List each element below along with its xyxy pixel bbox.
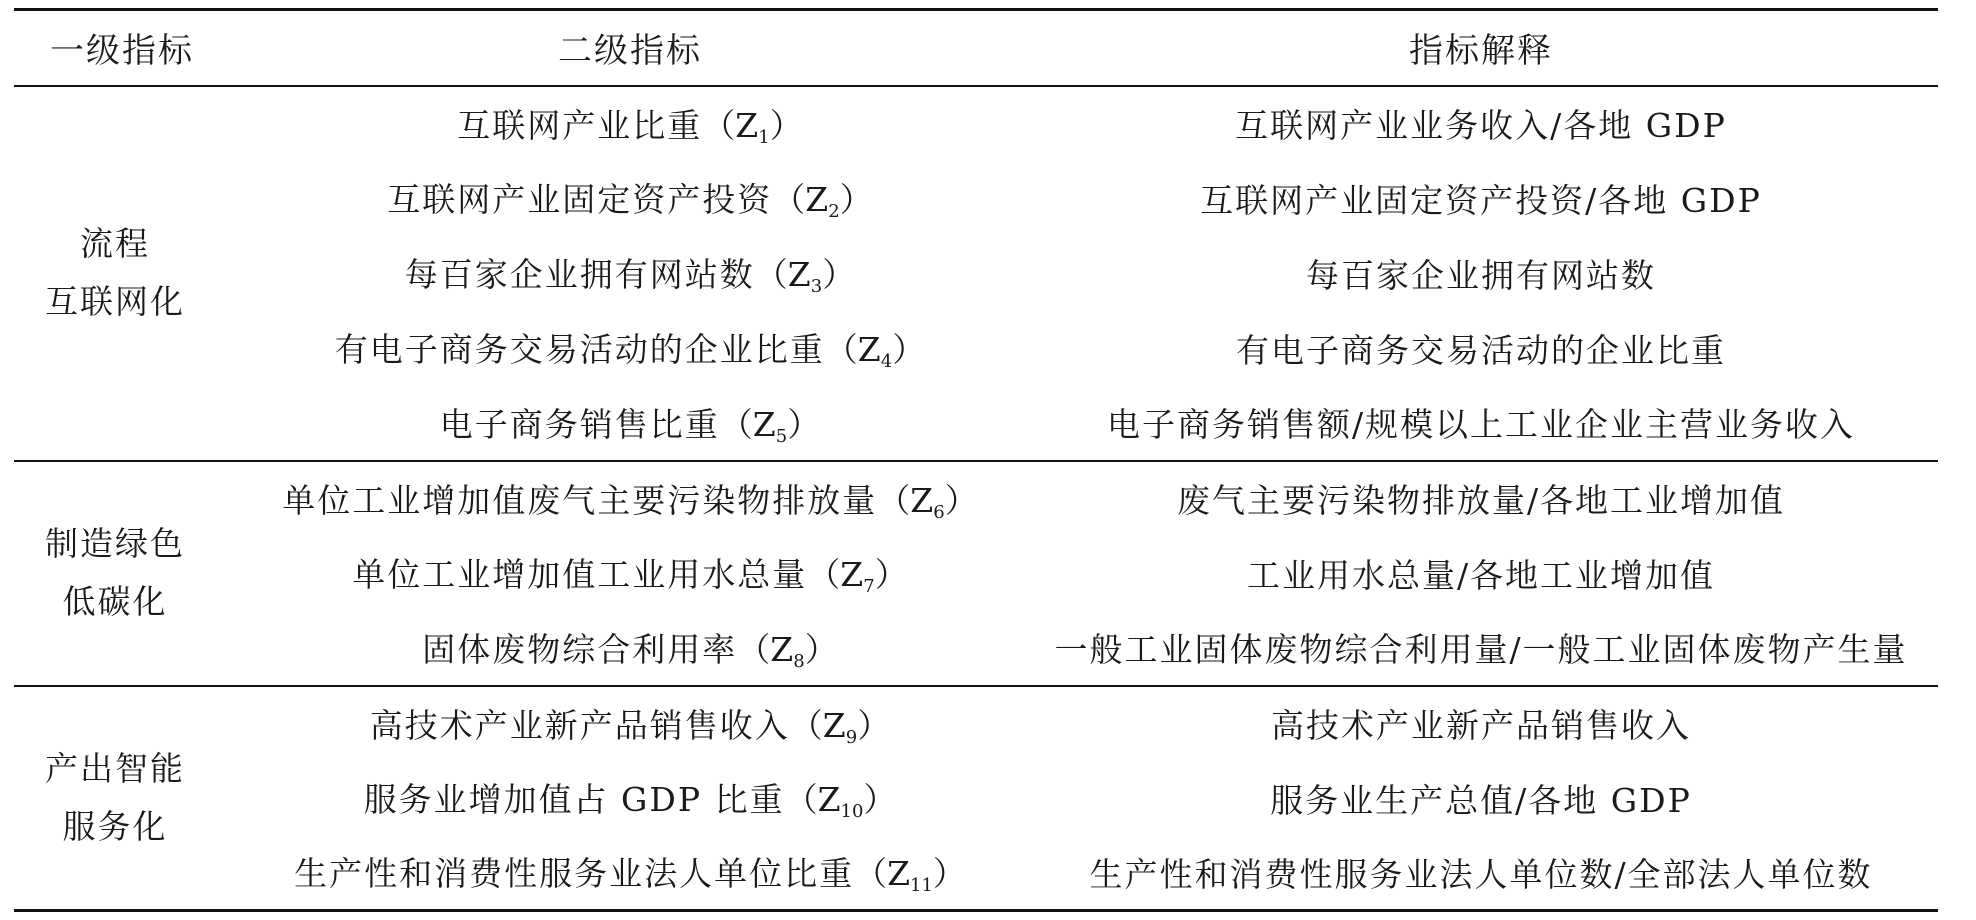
table-header-row <box>14 10 1938 86</box>
primary-indicator-line: 服务化 <box>62 806 168 846</box>
secondary-indicator-cell: 有电子商务交易活动的企业比重$(Z_4)$ <box>334 330 926 372</box>
table-row <box>14 761 1938 836</box>
secondary-indicator-cell: 互联网产业固定资产投资$(Z_2)$ <box>387 180 873 222</box>
table-row <box>14 686 1938 761</box>
table-row <box>14 386 1938 461</box>
table-row <box>14 461 1938 536</box>
secondary-indicator-cell: 高技术产业新产品销售收入$(Z_9)$ <box>369 705 891 748</box>
secondary-indicator-cell: 生产性和消费性服务业法人单位比重$(Z_{11})$ <box>236 836 1024 911</box>
secondary-indicator-cell: 固体废物综合利用率$(Z_8)$ <box>236 611 1024 686</box>
explanation-cell: 电子商务销售额/规模以上工业企业主营业务收入 <box>1024 386 1938 461</box>
explanation-cell: 有电子商务交易活动的企业比重 <box>1236 330 1726 370</box>
primary-indicator-line: 互联网化 <box>45 282 185 321</box>
table-row <box>14 536 1938 611</box>
primary-indicator-cell <box>14 686 236 911</box>
table-row <box>14 611 1938 686</box>
table-row <box>14 836 1938 911</box>
table-row <box>14 311 1938 386</box>
primary-indicator-line: 制造绿色 <box>45 524 185 563</box>
primary-indicator-cell <box>14 461 236 686</box>
table-row <box>14 86 1938 161</box>
secondary-indicator-cell: 电子商务销售比重$(Z_5)$ <box>236 386 1024 461</box>
header-primary-indicator: 一级指标 <box>14 10 236 86</box>
primary-indicator-line: 低碳化 <box>62 582 168 621</box>
secondary-indicator-cell: 单位工业增加值废气主要污染物排放量$(Z_6)$ <box>282 480 978 523</box>
indicator-table <box>14 8 1938 912</box>
primary-indicator-cell <box>14 86 236 461</box>
table-row <box>14 161 1938 236</box>
explanation-cell: 高技术产业新产品销售收入 <box>1271 706 1691 745</box>
primary-indicator-line: 流程 <box>80 224 150 263</box>
explanation-cell: 工业用水总量/各地工业增加值 <box>1246 555 1716 595</box>
explanation-cell: 互联网产业固定资产投资/各地 GDP <box>1200 180 1762 220</box>
secondary-indicator-cell: 单位工业增加值工业用水总量$(Z_7)$ <box>352 555 908 597</box>
explanation-cell: 生产性和消费性服务业法人单位数/全部法人单位数 <box>1024 836 1938 911</box>
explanation-cell: 服务业生产总值/各地 GDP <box>1270 780 1692 820</box>
secondary-indicator-cell: 服务业增加值占 GDP 比重$(Z_{10})$ <box>363 780 897 822</box>
table-row <box>14 236 1938 311</box>
header-secondary-indicator: 二级指标 <box>236 10 1024 86</box>
explanation-cell: 一般工业固体废物综合利用量/一般工业固体废物产生量 <box>1024 611 1938 686</box>
secondary-indicator-cell: 互联网产业比重$(Z_1)$ <box>457 105 803 148</box>
header-explanation: 指标解释 <box>1024 10 1938 86</box>
explanation-cell: 废气主要污染物排放量/各地工业增加值 <box>1176 481 1786 520</box>
explanation-cell: 每百家企业拥有网站数 <box>1306 255 1656 295</box>
primary-indicator-line: 产出智能 <box>45 748 185 788</box>
secondary-indicator-cell: 每百家企业拥有网站数$(Z_3)$ <box>404 255 856 297</box>
explanation-cell: 互联网产业业务收入/各地 GDP <box>1235 106 1727 145</box>
